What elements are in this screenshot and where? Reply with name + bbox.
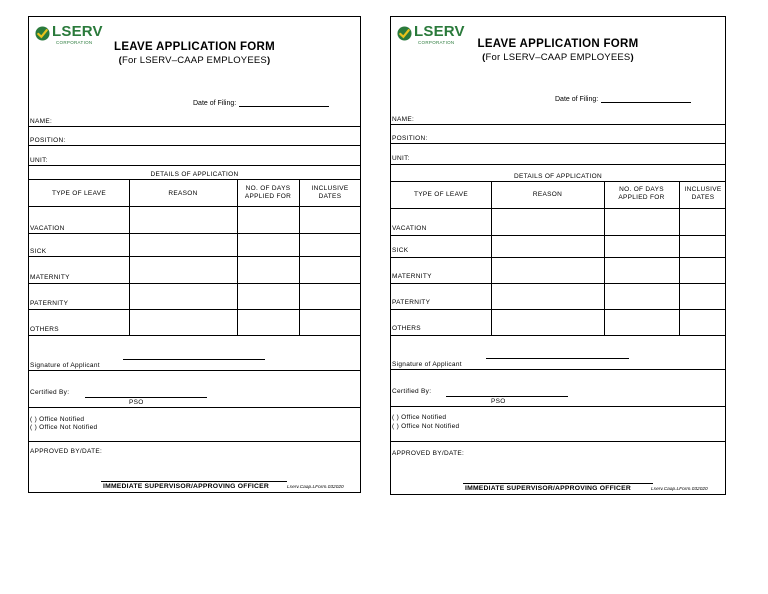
leave-type-paternity: PATERNITY xyxy=(392,299,431,306)
signature-line[interactable] xyxy=(123,359,265,360)
approving-officer-line[interactable] xyxy=(463,483,653,484)
leave-type-sick: SICK xyxy=(30,248,47,255)
supervisor-label: IMMEDIATE SUPERVISOR/APPROVING OFFICER xyxy=(465,485,631,492)
signature-line[interactable] xyxy=(486,358,629,359)
col-type-of-leave: TYPE OF LEAVE xyxy=(52,190,106,197)
certified-line[interactable] xyxy=(446,396,568,397)
col-type-of-leave: TYPE OF LEAVE xyxy=(414,191,468,198)
col-inclusive-dates: INCLUSIVE DATES xyxy=(684,186,722,201)
leave-type-maternity: MATERNITY xyxy=(392,273,432,280)
logo-check-icon xyxy=(35,26,50,41)
certified-line[interactable] xyxy=(85,397,207,398)
col-no-of-days: NO. OF DAYS APPLIED FOR xyxy=(244,185,292,200)
form-code: Lserv.Caap.LForm.032020 xyxy=(287,485,344,490)
leave-type-vacation: VACATION xyxy=(392,225,427,232)
name-label: NAME: xyxy=(30,118,53,125)
position-label: POSITION: xyxy=(392,135,428,142)
logo-text: LSERV xyxy=(52,23,103,40)
col-no-of-days: NO. OF DAYS APPLIED FOR xyxy=(618,186,665,201)
details-header: DETAILS OF APPLICATION xyxy=(150,171,239,178)
leave-type-vacation: VACATION xyxy=(30,225,65,232)
certified-label: Certified By: xyxy=(392,388,432,395)
pso-label: PSO xyxy=(129,399,144,406)
logo-subtext: CORPORATION xyxy=(418,40,455,45)
office-notified[interactable]: ( ) Office Notified xyxy=(392,414,447,421)
leave-type-maternity: MATERNITY xyxy=(30,274,70,281)
office-notified[interactable]: ( ) Office Notified xyxy=(30,416,85,423)
leave-type-others: OTHERS xyxy=(392,325,421,332)
col-reason: REASON xyxy=(168,190,198,197)
col-reason: REASON xyxy=(532,191,563,198)
signature-label: Signature of Applicant xyxy=(392,361,462,368)
pso-label: PSO xyxy=(491,398,506,405)
leave-type-others: OTHERS xyxy=(30,326,59,333)
leave-type-sick: SICK xyxy=(392,247,409,254)
logo-text: LSERV xyxy=(414,23,465,40)
logo-subtext: CORPORATION xyxy=(56,40,93,45)
supervisor-label: IMMEDIATE SUPERVISOR/APPROVING OFFICER xyxy=(103,483,269,490)
form-code: Lserv.Caap.LForm.032020 xyxy=(651,487,708,492)
leave-form-right xyxy=(390,16,726,495)
leave-form-left xyxy=(28,16,361,493)
date-of-filing-field[interactable] xyxy=(239,100,329,107)
form-subtitle: (For LSERV–CAAP EMPLOYEES) xyxy=(482,52,634,63)
office-not-notified[interactable]: ( ) Office Not Notified xyxy=(392,423,460,430)
approved-label: APPROVED BY/DATE: xyxy=(30,448,103,455)
form-title: LEAVE APPLICATION FORM xyxy=(477,38,639,50)
certified-label: Certified By: xyxy=(30,389,70,396)
unit-label: UNIT: xyxy=(30,157,48,164)
col-inclusive-dates: INCLUSIVE DATES xyxy=(311,185,349,200)
approving-officer-line[interactable] xyxy=(101,481,287,482)
approved-label: APPROVED BY/DATE: xyxy=(392,450,465,457)
position-label: POSITION: xyxy=(30,137,66,144)
office-not-notified[interactable]: ( ) Office Not Notified xyxy=(30,424,98,431)
leave-type-paternity: PATERNITY xyxy=(30,300,69,307)
date-of-filing: Date of Filing: xyxy=(555,96,691,103)
date-of-filing: Date of Filing: xyxy=(193,100,329,107)
date-of-filing-field[interactable] xyxy=(601,96,691,103)
form-title: LEAVE APPLICATION FORM xyxy=(114,41,275,53)
name-label: NAME: xyxy=(392,116,415,123)
form-subtitle: (For LSERV–CAAP EMPLOYEES) xyxy=(118,55,271,66)
details-header: DETAILS OF APPLICATION xyxy=(514,173,602,180)
signature-label: Signature of Applicant xyxy=(30,362,100,369)
unit-label: UNIT: xyxy=(392,155,410,162)
